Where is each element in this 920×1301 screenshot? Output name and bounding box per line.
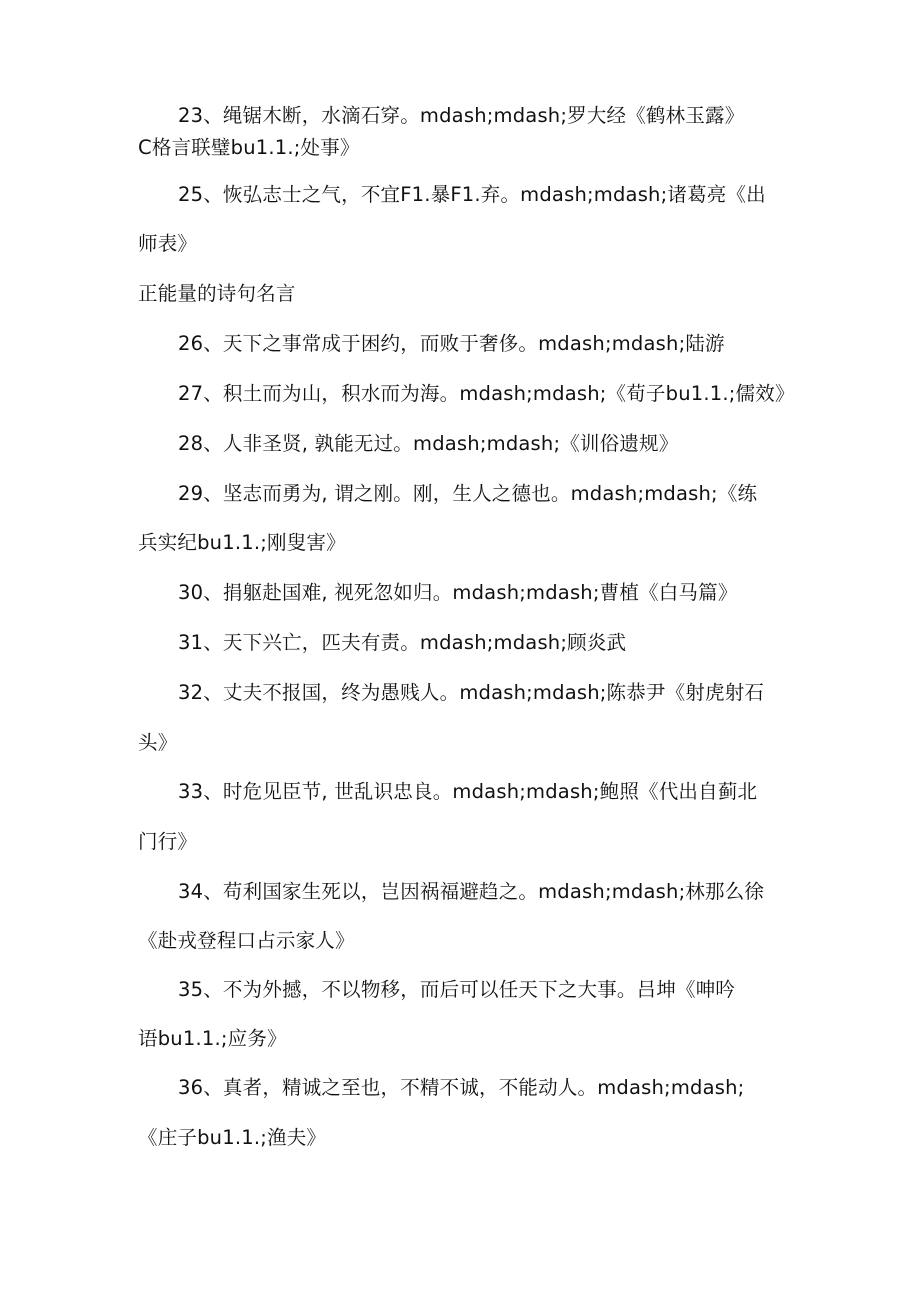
quote-33-line-2: 门行》 (138, 830, 198, 853)
quote-33-line-1: 33、时危见臣节, 世乱识忠良。mdash;mdash;鲍照《代出自蓟北 (178, 780, 758, 803)
quote-35-line-2: 语bu1.1.;应务》 (138, 1027, 287, 1050)
quote-25-line-2: 师表》 (138, 232, 198, 255)
quote-23-line-1: 23、绳锯木断，水滴石穿。mdash;mdash;罗大经《鹤林玉露》 (178, 104, 745, 127)
quote-27-line-1: 27、积土而为山，积水而为海。mdash;mdash;《荀子bu1.1.;儒效》 (178, 382, 795, 405)
quote-36-line-1: 36、真者，精诚之至也，不精不诚，不能动人。mdash;mdash; (178, 1076, 745, 1099)
quote-34-line-1: 34、苟利国家生死以，岂因祸福避趋之。mdash;mdash;林那么徐 (178, 880, 765, 903)
quote-35-line-1: 35、不为外撼，不以物移，而后可以任天下之大事。吕坤《呻吟 (178, 978, 736, 1001)
quote-34-line-2: 《赴戎登程口占示家人》 (138, 929, 355, 952)
quote-30-line-1: 30、捐躯赴国难, 视死忽如归。mdash;mdash;曹植《白马篇》 (178, 581, 738, 604)
section-heading: 正能量的诗句名言 (138, 282, 296, 305)
quote-32-line-1: 32、丈夫不报国，终为愚贱人。mdash;mdash;陈恭尹《射虎射石 (178, 681, 765, 704)
quote-23-line-2: C格言联璧bu1.1.;处事》 (138, 136, 360, 159)
quote-29-line-2: 兵实纪bu1.1.;刚叟害》 (138, 531, 346, 554)
quote-36-line-2: 《庄子bu1.1.;渔夫》 (138, 1126, 327, 1149)
quote-31-line-1: 31、天下兴亡，匹夫有责。mdash;mdash;顾炎武 (178, 631, 627, 654)
quote-25-line-1: 25、恢弘志士之气，不宜F1.暴F1.弃。mdash;mdash;诸葛亮《出 (178, 183, 766, 206)
quote-26-line-1: 26、天下之事常成于困约，而败于奢侈。mdash;mdash;陆游 (178, 332, 725, 355)
quote-32-line-2: 头》 (138, 731, 178, 754)
quote-28-line-1: 28、人非圣贤, 孰能无过。mdash;mdash;《训俗遗规》 (178, 432, 679, 455)
quote-29-line-1: 29、坚志而勇为, 谓之刚。刚，生人之德也。mdash;mdash;《练 (178, 482, 758, 505)
